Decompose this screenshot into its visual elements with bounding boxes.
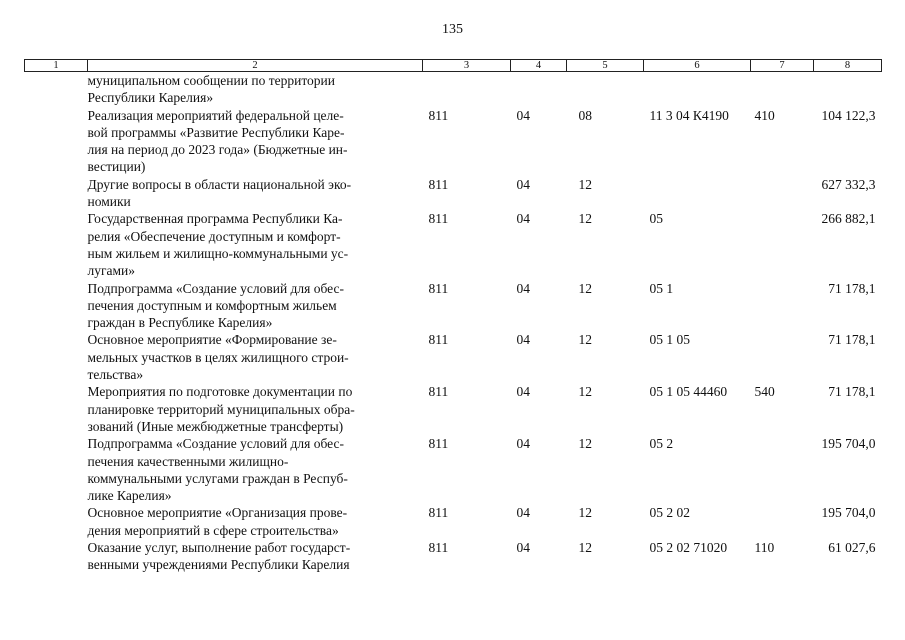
row-expense-type [751,280,814,332]
header-col-5: 5 [567,60,644,72]
row-section: 04 [516,280,530,296]
table-row [25,72,882,107]
row-expense-type [751,331,814,383]
header-col-6: 6 [644,60,751,72]
table-row [25,280,882,332]
row-name: Государственная программа Республики Ка- релия «Обеспечение доступным и комфорт- ным жильем и жилищно-коммунальными ус- лугами» [87,211,349,279]
row-target-article: 05 1 [649,280,674,296]
row-ministry-code [423,72,511,107]
header-col-2: 2 [88,60,423,72]
header-row [25,60,882,72]
row-section: 04 [516,211,530,227]
table-row [25,107,882,176]
header-col-8: 8 [814,60,882,72]
row-amount [814,72,882,107]
table-row [25,331,882,383]
row-section: 04 [516,107,530,123]
row-expense-type: 110 [754,540,775,556]
table-row [25,383,882,435]
row-amount: 195 704,0 [821,436,876,452]
row-subsection: 12 [578,540,592,556]
header-col-1: 1 [25,60,88,72]
row-name: Реализация мероприятий федеральной целе- вой программы «Развитие Республики Каре- лия на период до 2023 года» (Бюджетные ин- вестиции) [87,107,348,175]
row-amount: 266 882,1 [821,211,876,227]
row-target-article: 05 [649,211,663,227]
row-expense-type: 410 [754,107,775,123]
row-ministry-code: 811 [428,280,449,296]
row-subsection: 12 [578,211,592,227]
row-amount: 104 122,3 [821,107,876,123]
row-section: 04 [516,384,530,400]
header-col-7: 7 [751,60,814,72]
row-name: Основное мероприятие «Формирование зе- мельных участков в целях жилищного строи- тельства» [87,332,349,383]
row-target-article: 05 2 02 71020 [649,540,728,556]
row-subsection: 12 [578,332,592,348]
row-ministry-code: 811 [428,540,449,556]
row-name: Мероприятия по подготовке документации по планировке территорий муниципальных обра- зований (Иные межбюджетные трансферты) [87,384,355,434]
row-ministry-code: 811 [428,332,449,348]
row-expense-type [751,72,814,107]
row-ministry-code: 811 [428,436,449,452]
row-subsection [567,72,644,107]
row-ministry-code: 811 [428,505,449,521]
row-section: 04 [516,505,530,521]
row-expense-type [751,504,814,539]
row-ministry-code: 811 [428,384,449,400]
row-subsection: 12 [578,280,592,296]
row-subsection: 12 [578,176,592,192]
table-row [25,210,882,279]
table-row [25,539,882,574]
table-row [25,176,882,211]
row-ministry-code: 811 [428,176,449,192]
budget-table [24,59,882,574]
row-name: Оказание услуг, выполнение работ государст- венными учреждениями Республики Карелия [87,540,351,573]
row-name: муниципальном сообщении по территории Республики Карелия» [87,73,335,106]
row-amount: 71 178,1 [828,332,876,348]
row-section: 04 [516,540,530,556]
row-name: Основное мероприятие «Организация прове- дения мероприятий в сфере строительства» [87,505,348,538]
row-subsection: 12 [578,436,592,452]
page-number: 135 [442,22,463,37]
row-target-article: 05 2 02 [649,505,690,521]
row-section [511,72,567,107]
row-target-article [644,176,751,211]
row-section: 04 [516,436,530,452]
row-amount: 71 178,1 [828,384,876,400]
row-amount: 195 704,0 [821,505,876,521]
row-amount: 627 332,3 [821,176,876,192]
row-expense-type [751,210,814,279]
row-subsection: 12 [578,384,592,400]
row-target-article: 05 1 05 44460 [649,384,728,400]
row-ministry-code: 811 [428,107,449,123]
row-subsection: 12 [578,505,592,521]
row-name: Подпрограмма «Создание условий для обес- печения качественными жилищно- коммунальными услугами граждан в Респуб- лике Карелия» [87,436,348,504]
row-target-article: 11 3 04 К4190 [649,107,729,123]
row-section: 04 [516,332,530,348]
row-name: Подпрограмма «Создание условий для обес- печения доступным и комфортным жильем граждан в Республике Карелия» [87,280,344,331]
table-row [25,504,882,539]
row-amount: 61 027,6 [828,540,876,556]
row-target-article: 05 2 [649,436,674,452]
header-col-3: 3 [423,60,511,72]
row-expense-type [751,435,814,504]
table-row [25,435,882,504]
row-expense-type: 540 [754,384,775,400]
row-subsection: 08 [578,107,592,123]
row-target-article [644,72,751,107]
row-amount: 71 178,1 [828,280,876,296]
table-body [25,72,882,574]
row-target-article: 05 1 05 [649,332,690,348]
row-name: Другие вопросы в области национальной эко- номики [87,176,352,210]
header-col-4: 4 [511,60,567,72]
table-header [25,60,882,72]
row-ministry-code: 811 [428,211,449,227]
row-section: 04 [516,176,530,192]
row-expense-type [751,176,814,211]
